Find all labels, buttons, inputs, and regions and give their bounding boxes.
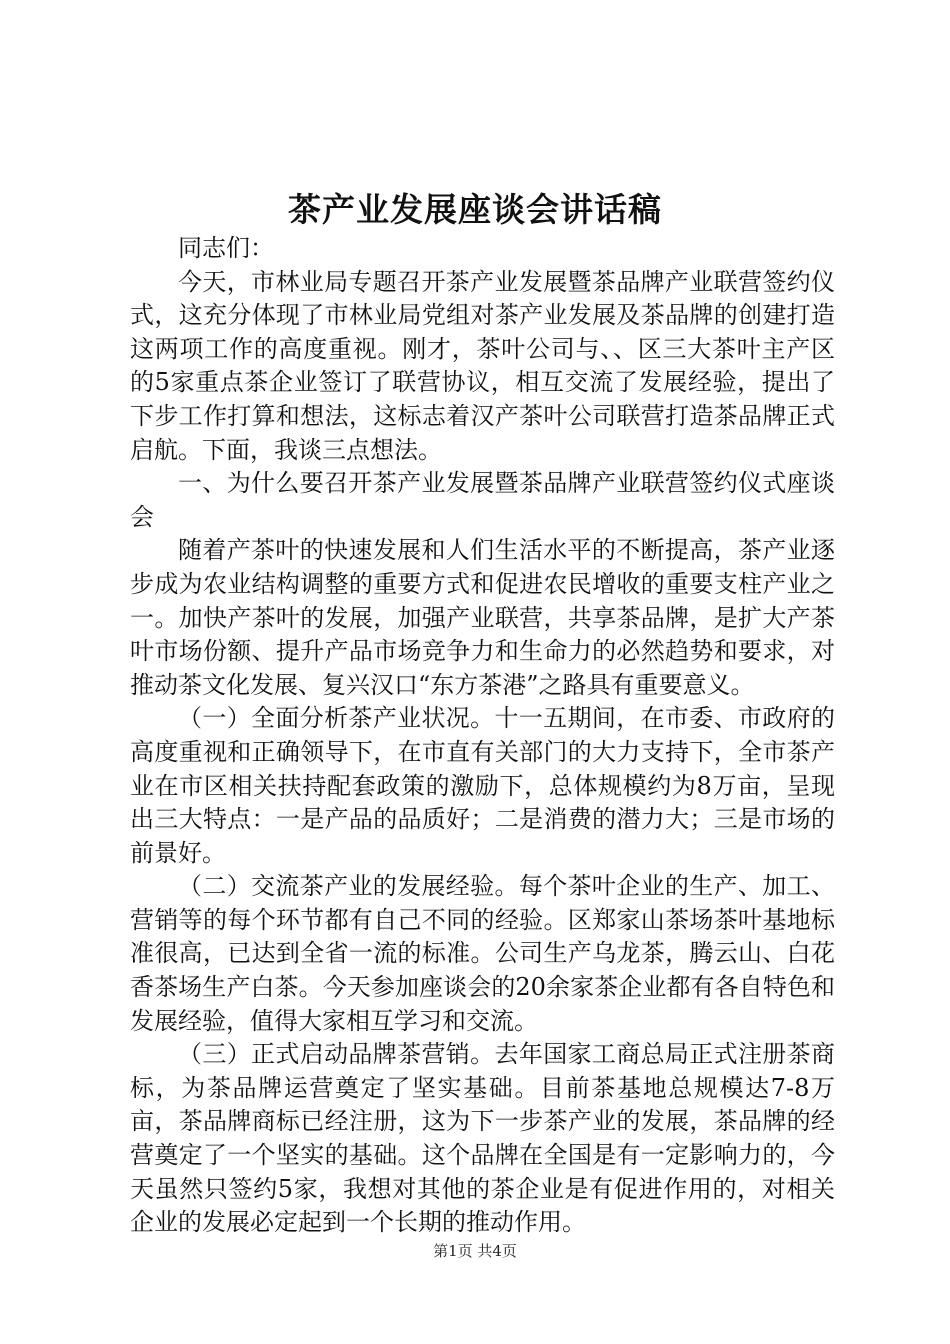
body-paragraph: （一）全面分析茶产业状况。十一五期间，在市委、市政府的高度重视和正确领导下，在市直有关部门的大力支持下，全市茶产业在市区相关扶持配套政策的激励下，总体规模约为8万亩，呈现出三大特点：一是产品的品质好；二是消费的潜力大；三是市场的前景好。 [130, 704, 835, 867]
page-number-footer: 第1页 共4页 [433, 1242, 517, 1260]
section-heading: 一、为什么要召开茶产业发展暨茶品牌产业联营签约仪式座谈会 [130, 469, 835, 531]
document-title: 茶产业发展座谈会讲话稿 [288, 190, 662, 229]
body-paragraph: （三）正式启动品牌茶营销。去年国家工商总局正式注册茶商标，为茶品牌运营奠定了坚实基础。目前茶基地总规模达7-8万亩，茶品牌商标已经注册，这为下一步茶产业的发展，茶品牌的经营奠定了一个坚实的基础。这个品牌在全国是有一定影响力的，今天虽然只签约5家，我想对其他的茶企业是有促进作用的，对相关企业的发展必定起到一个长期的推动作用。 [130, 1040, 835, 1237]
body-paragraph: 随着产茶叶的快速发展和人们生活水平的不断提高，茶产业逐步成为农业结构调整的重要方式和促进农民增收的重要支柱产业之一。加快产茶叶的发展，加强产业联营，共享茶品牌，是扩大产茶叶市场份额、提升产品市场竞争力和生命力的必然趋势和要求，对推动茶文化发展、复兴汉口“东方茶港”之路具有重要意义。 [130, 536, 835, 699]
document-body [130, 232, 835, 1240]
salutation: 同志们： [178, 234, 274, 262]
body-paragraph: （二）交流茶产业的发展经验。每个茶叶企业的生产、加工、营销等的每个环节都有自己不同的经验。区郑家山茶场茶叶基地标准很高，已达到全省一流的标准。公司生产乌龙茶，腾云山、白花香茶场生产白茶。今天参加座谈会的20余家茶企业都有各自特色和发展经验，值得大家相互学习和交流。 [130, 872, 835, 1035]
intro-paragraph: 今天，市林业局专题召开茶产业发展暨茶品牌产业联营签约仪式，这充分体现了市林业局党组对茶产业发展及茶品牌的创建打造这两项工作的高度重视。刚才，茶叶公司与、、区三大茶叶主产区的5家重点茶企业签订了联营协议，相互交流了发展经验，提出了下步工作打算和想法，这标志着汉产茶叶公司联营打造茶品牌正式启航。下面，我谈三点想法。 [130, 267, 835, 464]
